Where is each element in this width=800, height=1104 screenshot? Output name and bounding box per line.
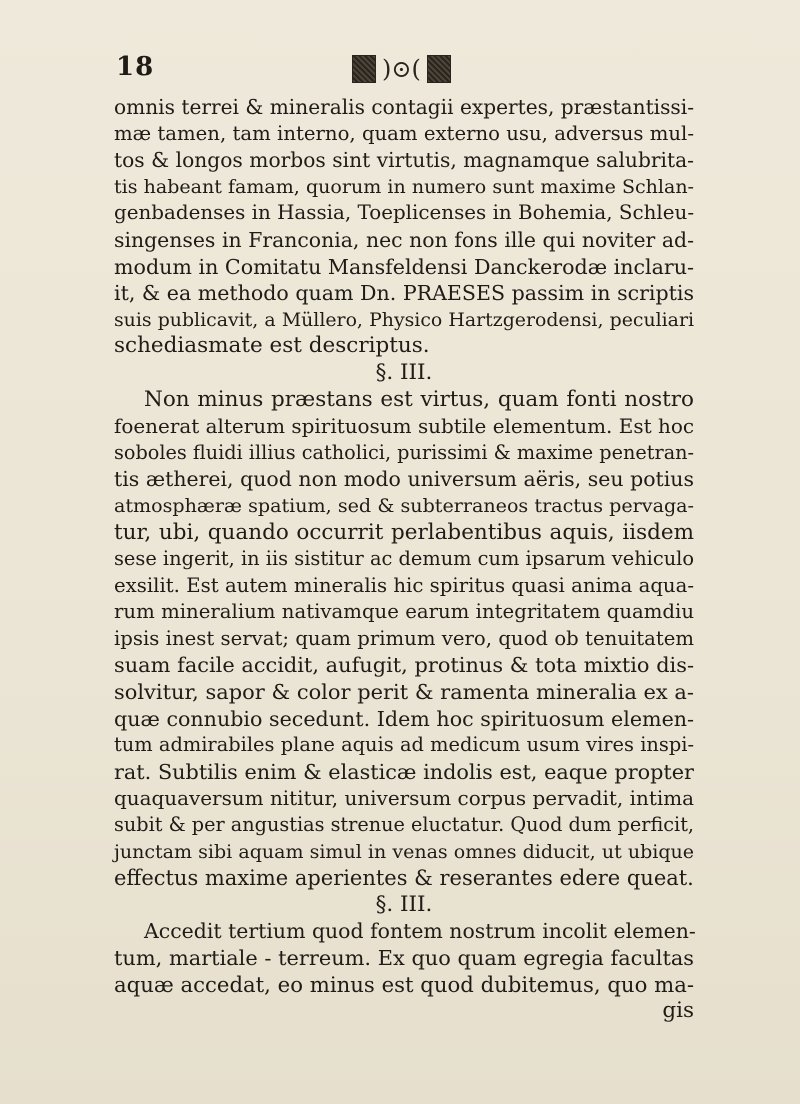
text-line: genbadenses in Hassia, Toeplicenses in Bohemia, Schleu- bbox=[114, 201, 695, 225]
text-line: soboles fluidi illius catholici, purissimi & maxime penetran- bbox=[114, 440, 695, 464]
text-line: atmosphæræ spatium, sed & subterraneos tractus pervaga- bbox=[114, 493, 694, 517]
text-line: Accedit tertium quod fontem nostrum incolit elemen- bbox=[144, 919, 696, 944]
catchword: gis bbox=[662, 998, 694, 1024]
text-line: quæ connubio secedunt. Idem hoc spirituosum elemen- bbox=[114, 706, 694, 731]
ornament-curl: )⊙( bbox=[382, 55, 421, 83]
ornament-block-left-icon bbox=[352, 55, 376, 83]
text-line: modum in Comitatu Mansfeldensi Danckerodæ inclaru- bbox=[114, 254, 695, 279]
text-line: tos & longos morbos sint virtutis, magnamque salubrita- bbox=[114, 148, 694, 173]
text-line: rum mineralium nativamque earum integritatem quamdiu bbox=[114, 600, 694, 624]
text-line: tum, martiale - terreum. Ex quo quam egregia facultas bbox=[114, 946, 694, 970]
text-line: schediasmate est descriptus. bbox=[114, 333, 430, 359]
text-line: subit & per angustias strenue eluctatur. Quod dum perficit, bbox=[114, 813, 695, 837]
text-line: tum admirabiles plane aquis ad medicum usum vires inspi- bbox=[114, 733, 694, 757]
text-line: junctam sibi aquam simul in venas omnes diducit, ut ubique bbox=[114, 840, 694, 863]
text-line: tur, ubi, quando occurrit perlabentibus aquis, iisdem bbox=[114, 519, 694, 545]
text-line: omnis terrei & mineralis contagii expertes, præstantissi- bbox=[114, 95, 694, 119]
text-line: mæ tamen, tam interno, quam externo usu, adversus mul- bbox=[114, 121, 694, 145]
section-heading: §. III. bbox=[375, 891, 433, 917]
page-header bbox=[0, 52, 800, 92]
text-line: suam facile accidit, aufugit, protinus & tota mixtio dis- bbox=[114, 653, 694, 678]
text-line: singenses in Franconia, nec non fons ille qui noviter ad- bbox=[114, 227, 694, 252]
text-line: Non minus præstans est virtus, quam fonti nostro bbox=[144, 386, 694, 412]
ornament-block-right-icon bbox=[427, 55, 451, 83]
page-number: 18 bbox=[116, 52, 155, 82]
header-ornament bbox=[352, 54, 451, 84]
text-line: foenerat alterum spirituosum subtile elementum. Est hoc bbox=[114, 414, 694, 439]
text-line: quaquaversum nititur, universum corpus pervadit, intima bbox=[114, 786, 694, 811]
text-line: tis ætherei, quod non modo universum aëris, seu potius bbox=[114, 467, 694, 492]
text-line: exsilit. Est autem mineralis hic spiritus quasi anima aqua- bbox=[114, 573, 694, 597]
text-line: rat. Subtilis enim & elasticæ indolis est, eaque propter bbox=[114, 759, 694, 784]
section-heading: §. III. bbox=[375, 359, 433, 385]
text-line: ipsis inest servat; quam primum vero, quod ob tenuitatem bbox=[114, 626, 694, 650]
text-line: sese ingerit, in iis sistitur ac demum cum ipsarum vehiculo bbox=[114, 547, 695, 571]
text-line: aquæ accedat, eo minus est quod dubitemus, quo ma- bbox=[114, 971, 694, 997]
body-text bbox=[114, 94, 694, 1025]
text-line: effectus maxime aperientes & reserantes edere queat. bbox=[114, 866, 694, 891]
text-line: tis habeant famam, quorum in numero sunt maxime Schlan- bbox=[114, 175, 694, 198]
text-line: it, & ea methodo quam Dn. PRAESES passim in scriptis bbox=[114, 281, 694, 306]
text-line: solvitur, sapor & color perit & ramenta mineralia ex a- bbox=[114, 680, 694, 705]
text-line: suis publicavit, a Müllero, Physico Hartzgerodensi, peculiari bbox=[114, 308, 694, 331]
